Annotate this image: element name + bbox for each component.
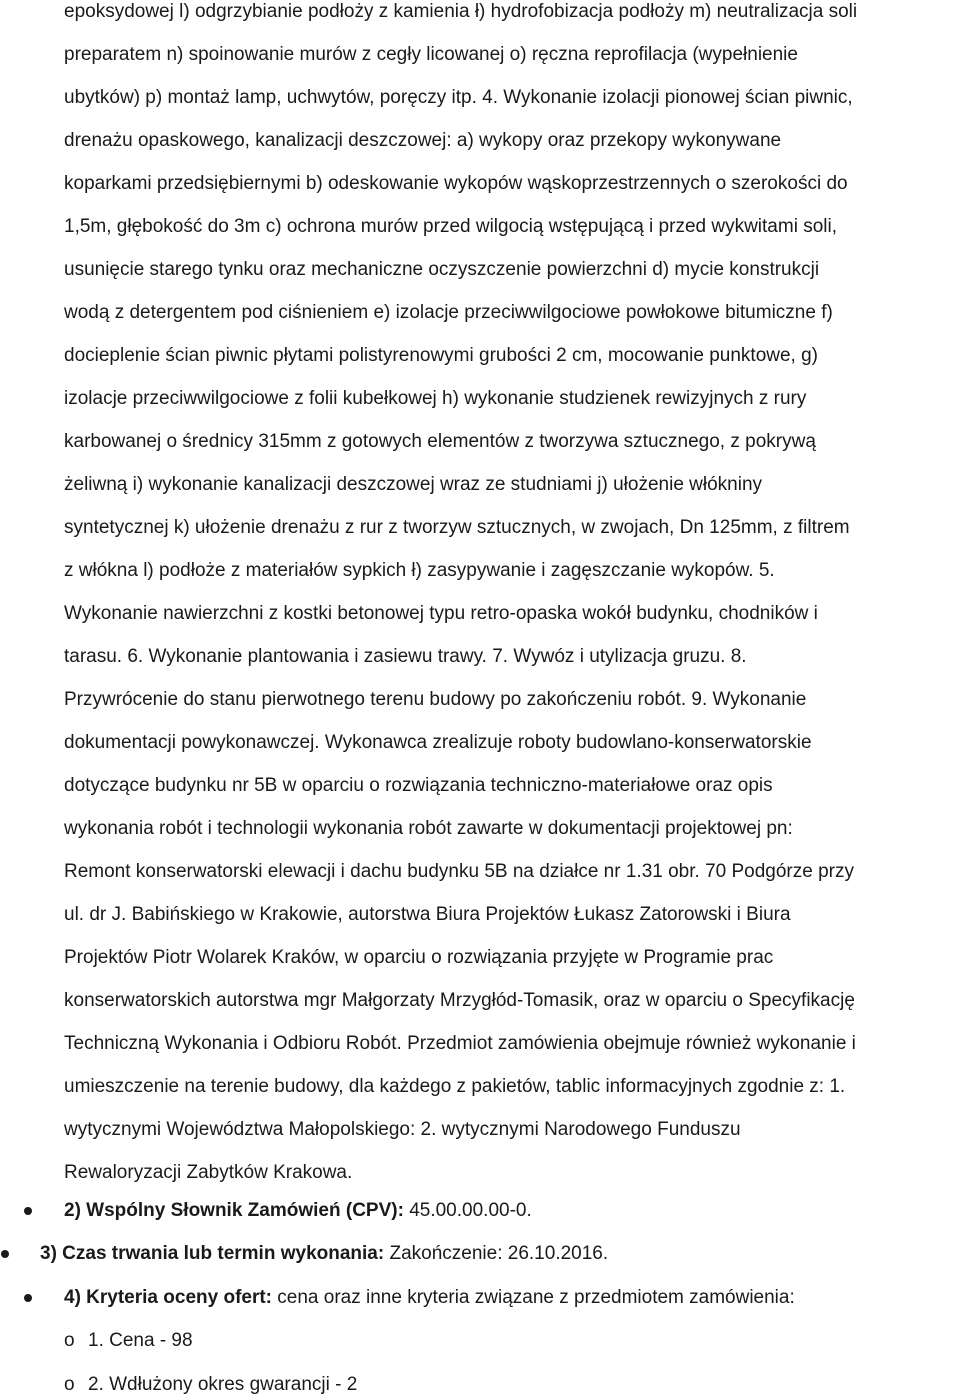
criterion-warranty: 2. Wdłużony okres gwarancji - 2 [88,1374,358,1395]
paragraph-line: Techniczną Wykonania i Odbioru Robót. Przedmiot zamówienia obejmuje również wykonanie i [64,1033,856,1054]
cpv-line [64,1199,532,1223]
criteria-label: 4) Kryteria oceny ofert: [64,1287,273,1308]
paragraph-line: tarasu. 6. Wykonanie plantowania i zasiewu trawy. 7. Wywóz i utylizacja gruzu. 8. [64,646,747,667]
paragraph-line: Rewaloryzacji Zabytków Krakowa. [64,1162,353,1183]
paragraph-line: usunięcie starego tynku oraz mechaniczne oczyszczenie powierzchni d) mycie konstrukcji [64,259,820,280]
bullet-icon [1,1250,9,1258]
paragraph-line: ubytków) p) montaż lamp, uchwytów, poręczy itp. 4. Wykonanie izolacji pionowej ścian piwnic, [64,87,853,108]
paragraph-line: Wykonanie nawierzchni z kostki betonowej typu retro-opaska wokół budynku, chodników i [64,603,818,624]
paragraph-line: epoksydowej l) odgrzybianie podłoży z kamienia ł) hydrofobizacja podłoży m) neutralizacja soli [64,1,858,22]
paragraph-line: karbowanej o średnicy 315mm z gotowych elementów z tworzywa sztucznego, z pokrywą [64,431,816,452]
paragraph-line: żeliwną i) wykonanie kanalizacji deszczowej wraz ze studniami j) ułożenie włókniny [64,474,763,495]
paragraph-line: z włókna l) podłoże z materiałów sypkich ł) zasypywanie i zagęszczanie wykopów. 5. [64,560,775,581]
paragraph-line: 1,5m, głębokość do 3m c) ochrona murów przed wilgocią wstępującą i przed wykwitami soli, [64,216,837,237]
paragraph-line: preparatem n) spoinowanie murów z cegły licowanej o) ręczna reprofilacja (wypełnienie [64,44,798,65]
criteria-line [64,1286,795,1310]
paragraph-line: wykonania robót i technologii wykonania robót zawarte w dokumentacji projektowej pn: [64,818,793,839]
cpv-value: 45.00.00.00-0. [403,1200,532,1221]
paragraph-line: drenażu opaskowego, kanalizacji deszczowej: a) wykopy oraz przekopy wykonywane [64,130,782,151]
criteria-value: cena oraz inne kryteria związane z przedmiotem zamówienia: [272,1287,795,1308]
paragraph-line: dokumentacji powykonawczej. Wykonawca zrealizuje roboty budowlano-konserwatorskie [64,732,812,753]
paragraph-line: Przywrócenie do stanu pierwotnego terenu budowy po zakończeniu robót. 9. Wykonanie [64,689,807,710]
paragraph-line: docieplenie ścian piwnic płytami polistyrenowymi grubości 2 cm, mocowanie punktowe, g) [64,345,819,366]
paragraph-line: Projektów Piotr Wolarek Kraków, w oparciu o rozwiązania przyjęte w Programie prac [64,947,774,968]
sub-bullet-marker: o [64,1330,75,1351]
paragraph-line: wytycznymi Województwa Małopolskiego: 2. wytycznymi Narodowego Funduszu [64,1119,741,1140]
paragraph-line: konserwatorskich autorstwa mgr Małgorzaty Mrzygłód-Tomasik, oraz w oparciu o Specyfikację [64,990,855,1011]
sub-bullet-marker: o [64,1374,75,1395]
paragraph-line: izolacje przeciwwilgociowe z folii kubełkowej h) wykonanie studzienek rewizyjnych z rury [64,388,807,409]
criterion-price: 1. Cena - 98 [88,1330,193,1351]
paragraph-line: ul. dr J. Babińskiego w Krakowie, autorstwa Biura Projektów Łukasz Zatorowski i Biura [64,904,791,925]
bullet-icon [24,1294,32,1302]
paragraph-line: dotyczące budynku nr 5B w oparciu o rozwiązania techniczno-materiałowe oraz opis [64,775,773,796]
duration-label: 3) Czas trwania lub termin wykonania: [40,1243,385,1264]
paragraph-line: wodą z detergentem pod ciśnieniem e) izolacje przeciwwilgociowe powłokowe bitumiczne f) [64,302,833,323]
duration-value: Zakończenie: 26.10.2016. [384,1243,609,1264]
duration-line [40,1242,608,1266]
bullet-icon [24,1207,32,1215]
cpv-label: 2) Wspólny Słownik Zamówień (CPV): [64,1200,404,1221]
paragraph-line: syntetycznej k) ułożenie drenażu z rur z tworzyw sztucznych, w zwojach, Dn 125mm, z filtrem [64,517,850,538]
paragraph-line: umieszczenie na terenie budowy, dla każdego z pakietów, tablic informacyjnych zgodnie z: 1. [64,1076,846,1097]
paragraph-line: Remont konserwatorski elewacji i dachu budynku 5B na działce nr 1.31 obr. 70 Podgórze przy [64,861,854,882]
paragraph-line: koparkami przedsiębiernymi b) odeskowanie wykopów wąskoprzestrzennych o szerokości do [64,173,848,194]
